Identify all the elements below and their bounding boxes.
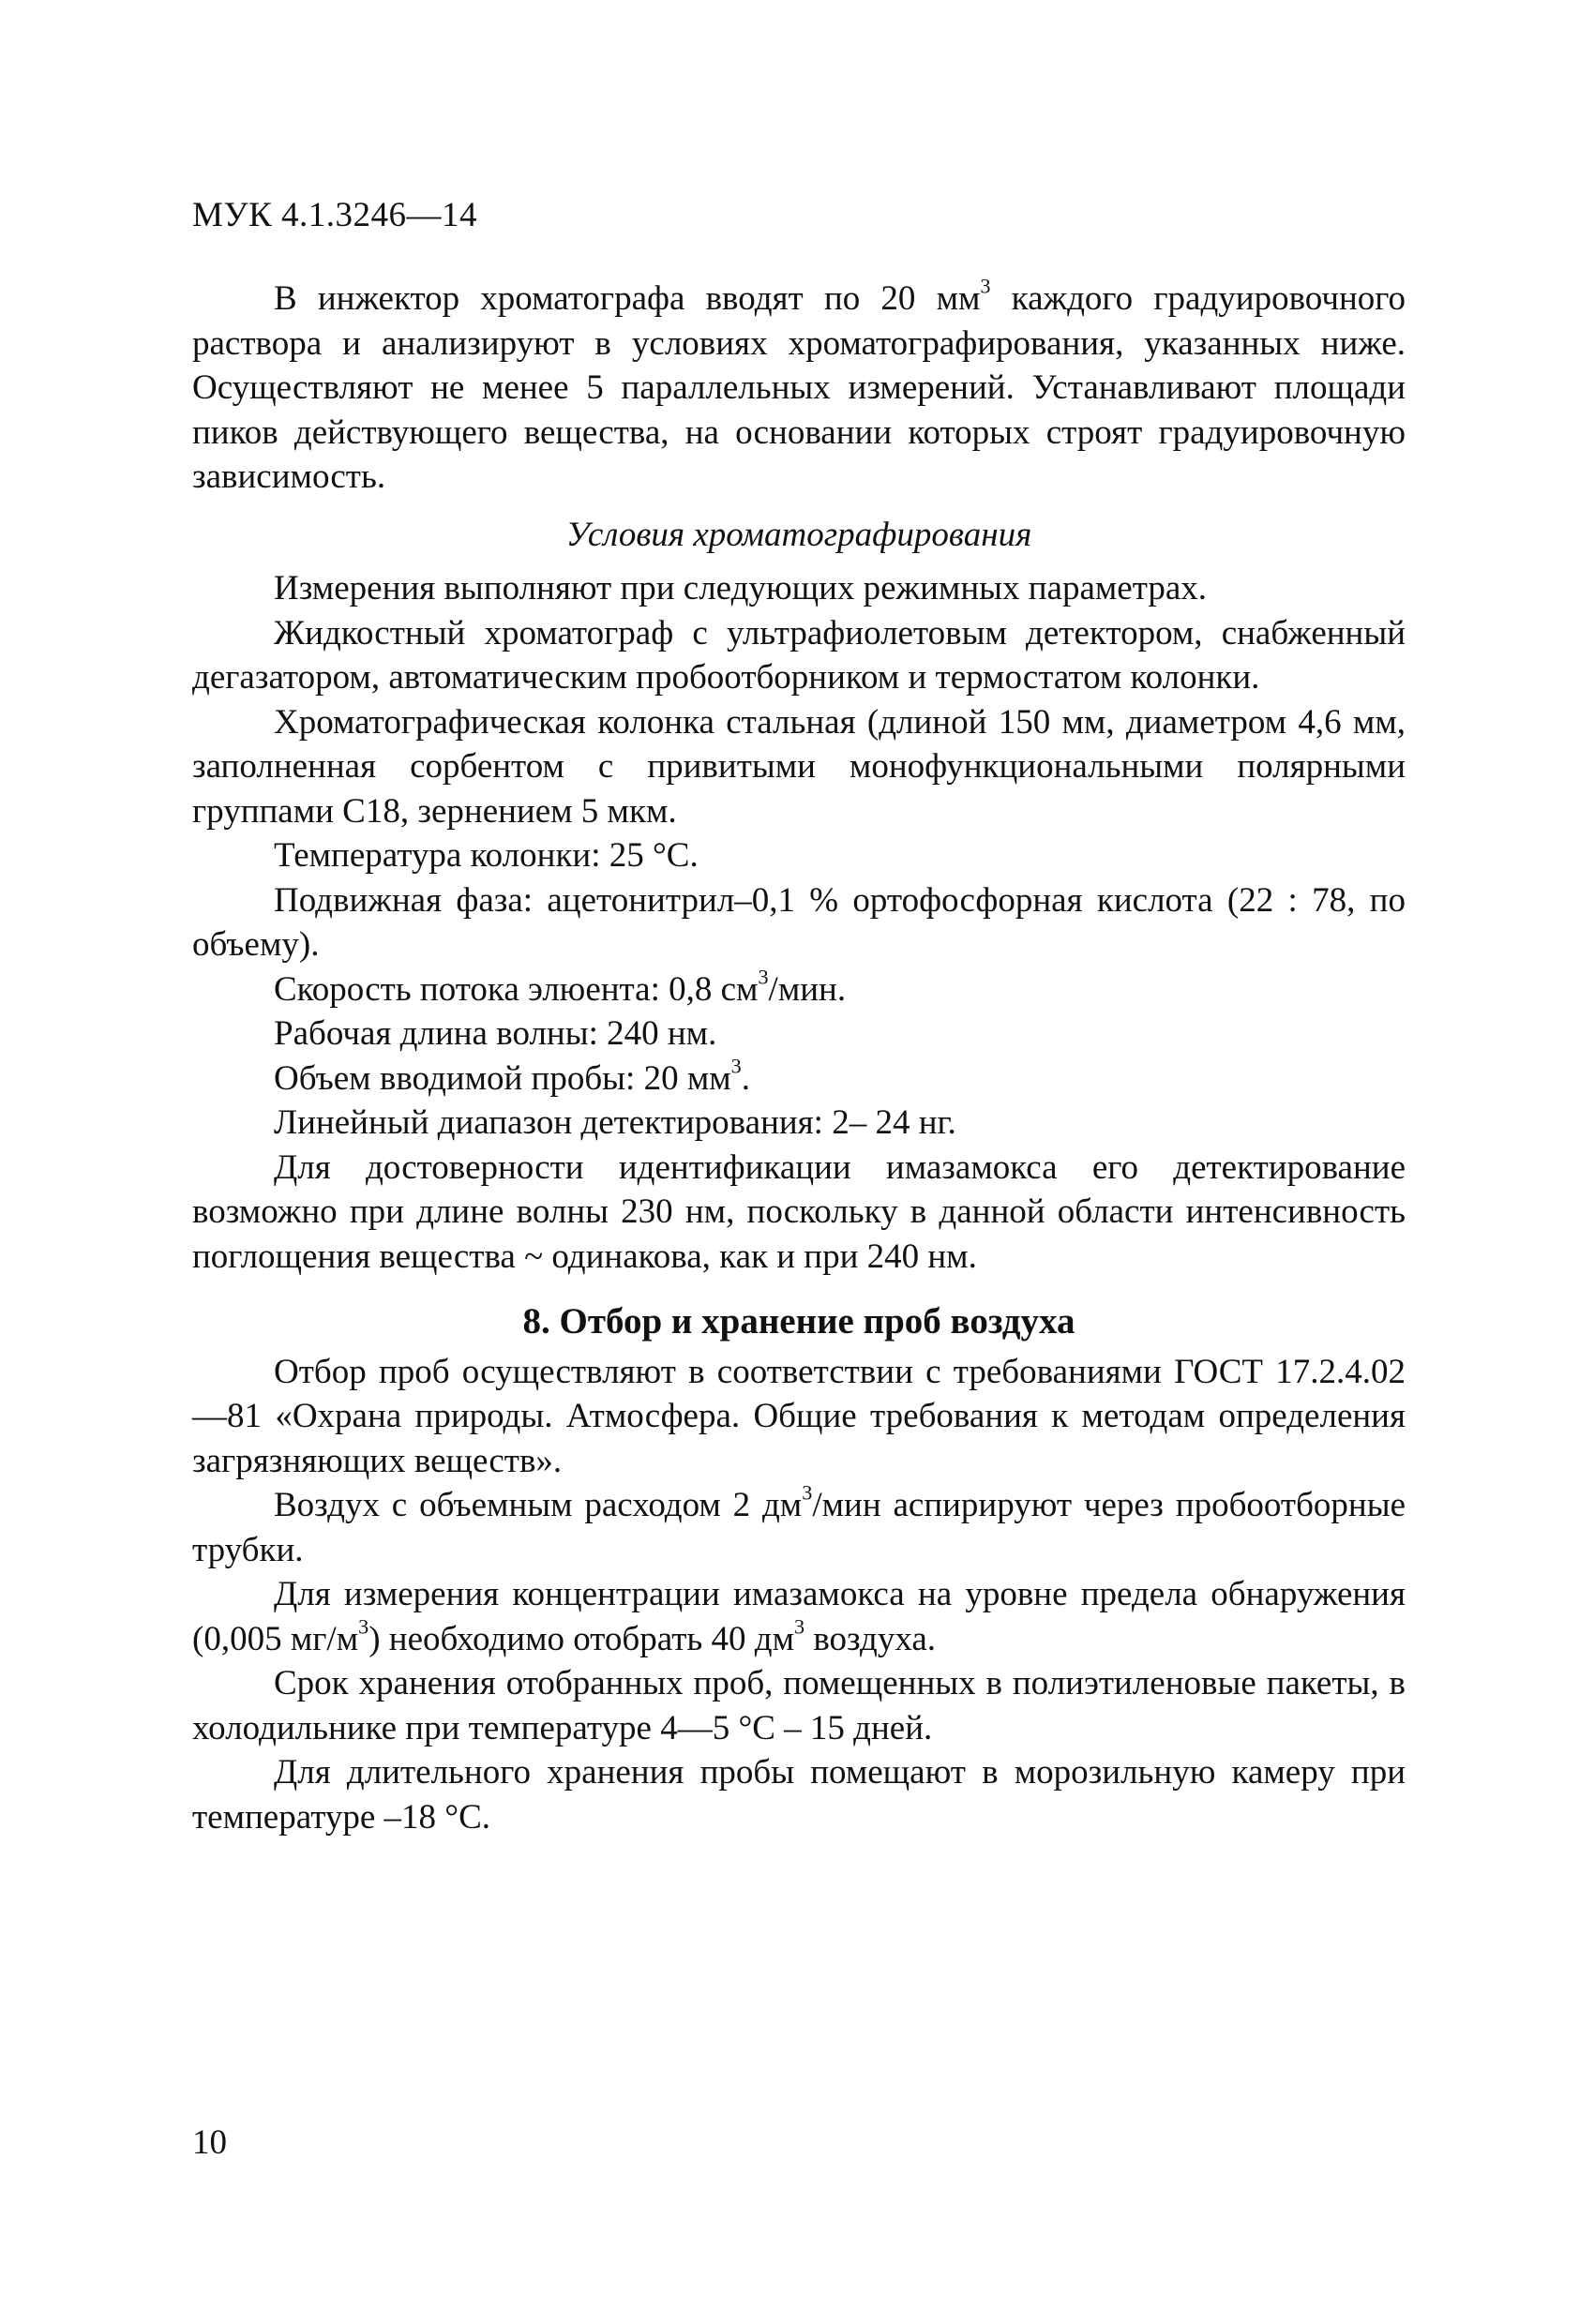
conditions-paragraph: Линейный диапазон детектирования: 2– 24 нг. [274, 1103, 956, 1142]
page-body [192, 274, 1406, 1839]
conditions-paragraph: Объем вводимой пробы: 20 $мм^3$. [274, 1053, 750, 1098]
conditions-paragraph: Температура колонки: 25 °С. [274, 836, 699, 875]
conditions-paragraph: Подвижная фаза: ацетонитрил–0,1 % ортофосфорная кислота (22 : 78, по объему). [192, 880, 1406, 964]
conditions-paragraph: Рабочая длина волны: 240 нм. [274, 1014, 717, 1053]
conditions-paragraph: Жидкостный хроматограф с ультрафиолетовым детектором, снабженный дегазатором, автоматическим пробоотборником и термостатом колонки. [192, 613, 1406, 697]
intro-paragraph: В инжектор хроматографа вводят по 20 $мм^3$ каждого градуировочного раствора и анализируют в условиях хроматографирования, указанных ниже. Осуществляют не менее 5 параллельных измерений. Устанавливают площади пиков действующего вещества, на основании которых строят градуировочную зависимость. [192, 274, 1406, 496]
conditions-heading: Условия хроматографирования [565, 515, 1032, 554]
section-8-paragraph: Срок хранения отобранных проб, помещенных в полиэтиленовые пакеты, в холодильнике при температуре 4—5 °С – 15 дней. [192, 1664, 1406, 1747]
page-number: 10 [192, 2123, 227, 2162]
section-8-paragraph: Для измерения концентрации имазамокса на уровне предела обнаружения (0,005 $мг/м^3$) необходимо отобрать 40 $дм^3$ воздуха. [192, 1575, 1406, 1658]
section-8-paragraph: Воздух с объемным расходом 2 $дм^3$/мин аспирируют через пробоотборные трубки. [192, 1480, 1406, 1569]
conditions-paragraph: Измерения выполняют при следующих режимных параметрах. [274, 569, 1208, 607]
conditions-paragraph: Для достоверности идентификации имазамокса его детектирование возможно при длине волны 230 нм, поскольку в данной области интенсивность поглощения вещества ~ одинакова, как и при 240 нм. [192, 1147, 1406, 1276]
conditions-paragraph: Хроматографическая колонка стальная (длиной 150 мм, диаметром 4,6 мм, заполненная сорбентом с привитыми монофункциональными полярными группами С18, зернением 5 мкм. [192, 702, 1406, 831]
section-8-paragraph: Для длительного хранения пробы помещают в морозильную камеру при температуре –18 °С. [192, 1753, 1406, 1837]
conditions-paragraph: Скорость потока элюента: 0,8 $см^3$/мин. [274, 964, 847, 1009]
section-8-heading: 8. Отбор и хранение проб воздуха [522, 1301, 1075, 1342]
document-code: МУК 4.1.3246—14 [192, 196, 478, 234]
section-8-paragraph: Отбор проб осуществляют в соответствии с требованиями ГОСТ 17.2.4.02—81 «Охрана природы. Атмосфера. Общие требования к методам определения загрязняющих веществ». [192, 1352, 1406, 1480]
